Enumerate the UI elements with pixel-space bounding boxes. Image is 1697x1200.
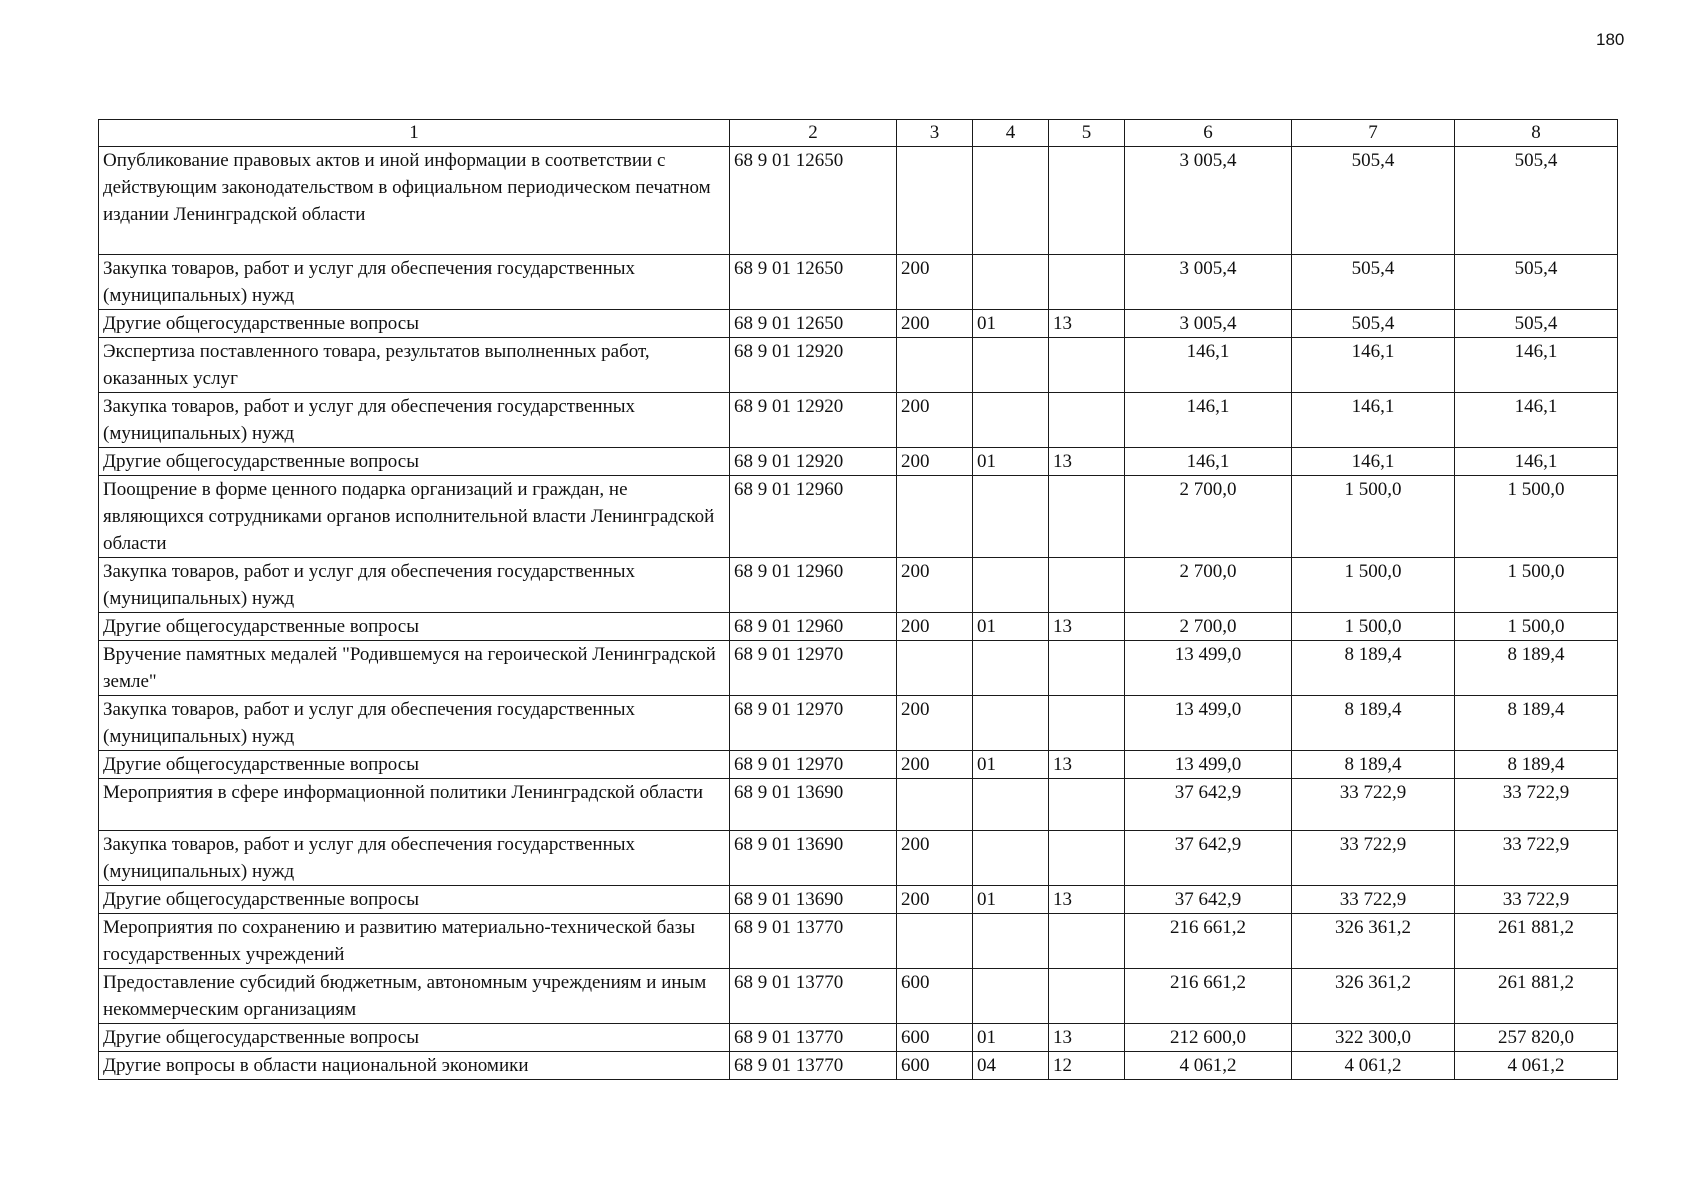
expense-type-cell xyxy=(897,147,973,255)
expense-type-cell: 600 xyxy=(897,1052,973,1080)
subsection-cell xyxy=(1049,914,1125,969)
subsection-cell: 13 xyxy=(1049,613,1125,641)
target-code-cell: 68 9 01 12650 xyxy=(730,255,897,310)
target-code-cell: 68 9 01 13770 xyxy=(730,969,897,1024)
expense-type-cell: 600 xyxy=(897,1024,973,1052)
table-row xyxy=(99,558,1618,613)
table-row xyxy=(99,969,1618,1024)
table-row xyxy=(99,779,1618,831)
table-row xyxy=(99,147,1618,255)
header-cell: 5 xyxy=(1049,120,1125,147)
target-code-cell: 68 9 01 13770 xyxy=(730,1024,897,1052)
amount-col6-cell: 3 005,4 xyxy=(1125,147,1292,255)
header-cell: 7 xyxy=(1292,120,1455,147)
amount-col8-cell: 33 722,9 xyxy=(1455,779,1618,831)
amount-col6-cell: 216 661,2 xyxy=(1125,914,1292,969)
subsection-cell xyxy=(1049,558,1125,613)
amount-col7-cell: 33 722,9 xyxy=(1292,831,1455,886)
amount-col6-cell: 13 499,0 xyxy=(1125,696,1292,751)
target-code-cell: 68 9 01 12960 xyxy=(730,476,897,558)
amount-col8-cell: 257 820,0 xyxy=(1455,1024,1618,1052)
expense-type-cell: 200 xyxy=(897,310,973,338)
subsection-cell xyxy=(1049,779,1125,831)
subsection-cell xyxy=(1049,696,1125,751)
header-cell: 8 xyxy=(1455,120,1618,147)
amount-col6-cell: 146,1 xyxy=(1125,338,1292,393)
amount-col8-cell: 4 061,2 xyxy=(1455,1052,1618,1080)
item-name-cell: Другие вопросы в области национальной экономики xyxy=(99,1052,730,1080)
section-cell: 01 xyxy=(973,613,1049,641)
target-code-cell: 68 9 01 13690 xyxy=(730,779,897,831)
subsection-cell xyxy=(1049,476,1125,558)
table-row xyxy=(99,886,1618,914)
item-name-cell: Другие общегосударственные вопросы xyxy=(99,1024,730,1052)
target-code-cell: 68 9 01 12920 xyxy=(730,338,897,393)
section-cell xyxy=(973,558,1049,613)
amount-col8-cell: 261 881,2 xyxy=(1455,914,1618,969)
table-row xyxy=(99,696,1618,751)
amount-col6-cell: 146,1 xyxy=(1125,448,1292,476)
section-cell: 01 xyxy=(973,886,1049,914)
amount-col6-cell: 37 642,9 xyxy=(1125,831,1292,886)
amount-col6-cell: 2 700,0 xyxy=(1125,476,1292,558)
section-cell: 01 xyxy=(973,751,1049,779)
amount-col7-cell: 505,4 xyxy=(1292,147,1455,255)
item-name-cell: Закупка товаров, работ и услуг для обеспечения государственных (муниципальных) нужд xyxy=(99,831,730,886)
amount-col8-cell: 8 189,4 xyxy=(1455,751,1618,779)
expense-type-cell: 200 xyxy=(897,558,973,613)
subsection-cell xyxy=(1049,831,1125,886)
amount-col7-cell: 505,4 xyxy=(1292,310,1455,338)
table-row xyxy=(99,310,1618,338)
section-cell xyxy=(973,831,1049,886)
amount-col8-cell: 8 189,4 xyxy=(1455,641,1618,696)
target-code-cell: 68 9 01 13690 xyxy=(730,886,897,914)
subsection-cell xyxy=(1049,255,1125,310)
section-cell xyxy=(973,779,1049,831)
section-cell xyxy=(973,476,1049,558)
table-row xyxy=(99,914,1618,969)
section-cell xyxy=(973,393,1049,448)
amount-col8-cell: 146,1 xyxy=(1455,448,1618,476)
subsection-cell: 13 xyxy=(1049,1024,1125,1052)
item-name-cell: Закупка товаров, работ и услуг для обеспечения государственных (муниципальных) нужд xyxy=(99,696,730,751)
subsection-cell xyxy=(1049,969,1125,1024)
amount-col8-cell: 1 500,0 xyxy=(1455,558,1618,613)
amount-col7-cell: 8 189,4 xyxy=(1292,751,1455,779)
expense-type-cell xyxy=(897,476,973,558)
target-code-cell: 68 9 01 12920 xyxy=(730,393,897,448)
table-row xyxy=(99,831,1618,886)
section-cell xyxy=(973,147,1049,255)
table-row xyxy=(99,613,1618,641)
amount-col8-cell: 1 500,0 xyxy=(1455,613,1618,641)
amount-col7-cell: 326 361,2 xyxy=(1292,969,1455,1024)
amount-col8-cell: 146,1 xyxy=(1455,393,1618,448)
item-name-cell: Экспертиза поставленного товара, результатов выполненных работ, оказанных услуг xyxy=(99,338,730,393)
header-cell: 3 xyxy=(897,120,973,147)
header-cell: 1 xyxy=(99,120,730,147)
amount-col8-cell: 1 500,0 xyxy=(1455,476,1618,558)
section-cell xyxy=(973,696,1049,751)
amount-col6-cell: 2 700,0 xyxy=(1125,613,1292,641)
expense-type-cell xyxy=(897,779,973,831)
amount-col7-cell: 8 189,4 xyxy=(1292,641,1455,696)
section-cell: 01 xyxy=(973,1024,1049,1052)
expense-type-cell: 600 xyxy=(897,969,973,1024)
expense-type-cell: 200 xyxy=(897,831,973,886)
item-name-cell: Другие общегосударственные вопросы xyxy=(99,886,730,914)
item-name-cell: Другие общегосударственные вопросы xyxy=(99,751,730,779)
item-name-cell: Закупка товаров, работ и услуг для обеспечения государственных (муниципальных) нужд xyxy=(99,255,730,310)
amount-col7-cell: 8 189,4 xyxy=(1292,696,1455,751)
item-name-cell: Опубликование правовых актов и иной информации в соответствии с действующим законодательством в официальном периодическом печатном издании Ленинградской области xyxy=(99,147,730,255)
table-row xyxy=(99,476,1618,558)
amount-col6-cell: 3 005,4 xyxy=(1125,310,1292,338)
item-name-cell: Другие общегосударственные вопросы xyxy=(99,310,730,338)
item-name-cell: Вручение памятных медалей "Родившемуся на героической Ленинградской земле" xyxy=(99,641,730,696)
target-code-cell: 68 9 01 13770 xyxy=(730,914,897,969)
table-row xyxy=(99,1052,1618,1080)
amount-col6-cell: 3 005,4 xyxy=(1125,255,1292,310)
target-code-cell: 68 9 01 12920 xyxy=(730,448,897,476)
target-code-cell: 68 9 01 12970 xyxy=(730,751,897,779)
amount-col8-cell: 505,4 xyxy=(1455,255,1618,310)
header-row xyxy=(99,120,1618,147)
amount-col6-cell: 13 499,0 xyxy=(1125,751,1292,779)
header-cell: 4 xyxy=(973,120,1049,147)
item-name-cell: Предоставление субсидий бюджетным, автономным учреждениям и иным некоммерческим организациям xyxy=(99,969,730,1024)
target-code-cell: 68 9 01 13770 xyxy=(730,1052,897,1080)
amount-col7-cell: 1 500,0 xyxy=(1292,476,1455,558)
section-cell: 01 xyxy=(973,448,1049,476)
item-name-cell: Закупка товаров, работ и услуг для обеспечения государственных (муниципальных) нужд xyxy=(99,393,730,448)
amount-col6-cell: 13 499,0 xyxy=(1125,641,1292,696)
subsection-cell: 13 xyxy=(1049,310,1125,338)
target-code-cell: 68 9 01 12970 xyxy=(730,696,897,751)
subsection-cell: 12 xyxy=(1049,1052,1125,1080)
expense-type-cell: 200 xyxy=(897,448,973,476)
expense-type-cell xyxy=(897,914,973,969)
section-cell xyxy=(973,338,1049,393)
item-name-cell: Другие общегосударственные вопросы xyxy=(99,613,730,641)
amount-col6-cell: 4 061,2 xyxy=(1125,1052,1292,1080)
item-name-cell: Поощрение в форме ценного подарка организаций и граждан, не являющихся сотрудниками органов исполнительной власти Ленинградской области xyxy=(99,476,730,558)
target-code-cell: 68 9 01 12960 xyxy=(730,558,897,613)
amount-col6-cell: 212 600,0 xyxy=(1125,1024,1292,1052)
table-body xyxy=(99,147,1618,1080)
amount-col6-cell: 37 642,9 xyxy=(1125,779,1292,831)
table-row xyxy=(99,641,1618,696)
expense-type-cell xyxy=(897,641,973,696)
amount-col7-cell: 146,1 xyxy=(1292,338,1455,393)
amount-col8-cell: 261 881,2 xyxy=(1455,969,1618,1024)
page-number: 180 xyxy=(1596,30,1625,49)
amount-col8-cell: 33 722,9 xyxy=(1455,831,1618,886)
section-cell xyxy=(973,914,1049,969)
amount-col7-cell: 1 500,0 xyxy=(1292,558,1455,613)
amount-col7-cell: 146,1 xyxy=(1292,393,1455,448)
table-row xyxy=(99,255,1618,310)
section-cell xyxy=(973,969,1049,1024)
expense-type-cell: 200 xyxy=(897,613,973,641)
subsection-cell xyxy=(1049,338,1125,393)
item-name-cell: Другие общегосударственные вопросы xyxy=(99,448,730,476)
amount-col7-cell: 146,1 xyxy=(1292,448,1455,476)
subsection-cell xyxy=(1049,641,1125,696)
expense-type-cell: 200 xyxy=(897,886,973,914)
subsection-cell xyxy=(1049,393,1125,448)
expense-type-cell xyxy=(897,338,973,393)
table-row xyxy=(99,751,1618,779)
amount-col8-cell: 505,4 xyxy=(1455,310,1618,338)
budget-table xyxy=(98,119,1618,1080)
amount-col7-cell: 322 300,0 xyxy=(1292,1024,1455,1052)
subsection-cell: 13 xyxy=(1049,448,1125,476)
subsection-cell: 13 xyxy=(1049,886,1125,914)
section-cell xyxy=(973,255,1049,310)
expense-type-cell: 200 xyxy=(897,751,973,779)
amount-col7-cell: 33 722,9 xyxy=(1292,886,1455,914)
item-name-cell: Мероприятия по сохранению и развитию материально-технической базы государственных учреждений xyxy=(99,914,730,969)
table-row xyxy=(99,448,1618,476)
target-code-cell: 68 9 01 12650 xyxy=(730,310,897,338)
amount-col8-cell: 8 189,4 xyxy=(1455,696,1618,751)
table-row xyxy=(99,393,1618,448)
expense-type-cell: 200 xyxy=(897,696,973,751)
amount-col8-cell: 146,1 xyxy=(1455,338,1618,393)
amount-col7-cell: 326 361,2 xyxy=(1292,914,1455,969)
amount-col7-cell: 505,4 xyxy=(1292,255,1455,310)
target-code-cell: 68 9 01 12650 xyxy=(730,147,897,255)
amount-col7-cell: 4 061,2 xyxy=(1292,1052,1455,1080)
amount-col7-cell: 1 500,0 xyxy=(1292,613,1455,641)
amount-col8-cell: 505,4 xyxy=(1455,147,1618,255)
section-cell xyxy=(973,641,1049,696)
amount-col6-cell: 216 661,2 xyxy=(1125,969,1292,1024)
item-name-cell: Закупка товаров, работ и услуг для обеспечения государственных (муниципальных) нужд xyxy=(99,558,730,613)
amount-col7-cell: 33 722,9 xyxy=(1292,779,1455,831)
table-row xyxy=(99,1024,1618,1052)
section-cell: 04 xyxy=(973,1052,1049,1080)
subsection-cell xyxy=(1049,147,1125,255)
target-code-cell: 68 9 01 12960 xyxy=(730,613,897,641)
section-cell: 01 xyxy=(973,310,1049,338)
expense-type-cell: 200 xyxy=(897,393,973,448)
expense-type-cell: 200 xyxy=(897,255,973,310)
header-cell: 2 xyxy=(730,120,897,147)
item-name-cell: Мероприятия в сфере информационной политики Ленинградской области xyxy=(99,779,730,831)
target-code-cell: 68 9 01 12970 xyxy=(730,641,897,696)
header-cell: 6 xyxy=(1125,120,1292,147)
subsection-cell: 13 xyxy=(1049,751,1125,779)
amount-col6-cell: 2 700,0 xyxy=(1125,558,1292,613)
amount-col6-cell: 37 642,9 xyxy=(1125,886,1292,914)
amount-col6-cell: 146,1 xyxy=(1125,393,1292,448)
target-code-cell: 68 9 01 13690 xyxy=(730,831,897,886)
table-row xyxy=(99,338,1618,393)
amount-col8-cell: 33 722,9 xyxy=(1455,886,1618,914)
